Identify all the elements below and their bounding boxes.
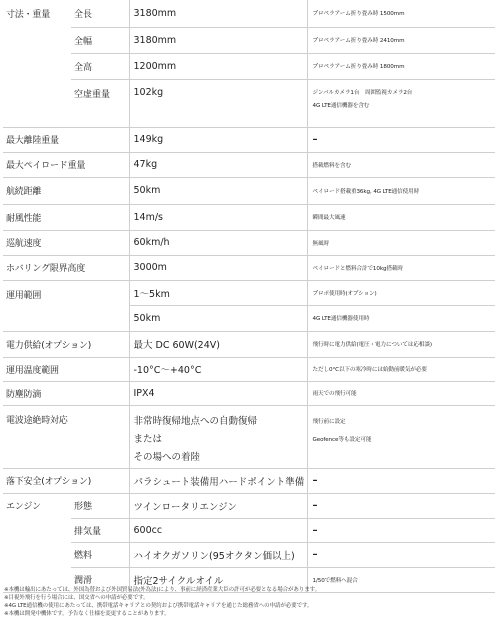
note-empty-weight-2: 4G LTE通信機器を含む	[312, 102, 370, 109]
label-power: 電力供給(オプション)	[3, 331, 129, 357]
label-range: 航続距離	[3, 177, 129, 204]
row-length	[3, 0, 495, 27]
label-speed: 巡航速度	[3, 230, 129, 255]
row-engine-type	[3, 493, 495, 518]
note-engine-displacement: –	[307, 518, 495, 542]
row-wind	[3, 204, 495, 230]
row-height	[3, 53, 495, 79]
note-range: ペイロード搭載重36kg, 4G LTE通信使用時	[307, 177, 495, 204]
value-operating-range-1: 1～5km	[129, 280, 307, 305]
label-waterproof: 防塵防滴	[3, 381, 129, 405]
note-payload: 搭載燃料を含む	[307, 152, 495, 177]
note-width: プロペラアーム折り畳み時 2410mm	[307, 27, 495, 53]
note-engine-type: –	[307, 493, 495, 518]
row-hover	[3, 255, 495, 280]
footnote-export: ※本機は輸出にあたっては、外国為替および外国貿易法(外為法)により、事前に経済産業大臣の許可が必要となる場合があります。	[4, 587, 320, 593]
row-speed	[3, 230, 495, 255]
value-operating-range-2: 50km	[129, 305, 307, 331]
note-operating-range-2: 4G LTE通信機器使用時	[307, 305, 495, 331]
value-engine-lubrication: 指定2サイクルオイル	[129, 567, 307, 592]
row-empty-weight	[3, 79, 495, 127]
value-wind: 14m/s	[129, 204, 307, 230]
row-payload	[3, 152, 495, 177]
label-wind: 耐風性能	[3, 204, 129, 230]
row-operating-range-2	[3, 305, 495, 331]
note-wind: 瞬間最大風速	[307, 204, 495, 230]
label-width: 全幅	[71, 27, 129, 53]
note-signal-loss-1: 飛行前に設定	[312, 418, 346, 425]
footnote-bvlos: ※目視外飛行を行う場合には、国交省への申請が必要です。	[4, 595, 149, 601]
label-dimensions-weight: 寸法・重量	[6, 10, 51, 20]
note-engine-fuel: –	[307, 542, 495, 567]
value-empty-weight: 102kg	[129, 79, 307, 127]
value-signal-loss-1: 非常時復帰地点への自動復帰	[133, 415, 258, 427]
value-engine-fuel: ハイオクガソリン(95オクタン価以上)	[129, 542, 307, 567]
note-signal-loss-2: Geofence等も設定可能	[312, 436, 372, 443]
value-signal-loss-2: または	[133, 433, 163, 445]
label-hover: ホバリング限界高度	[3, 255, 129, 280]
row-operating-range-1	[3, 280, 495, 305]
footnotes	[4, 586, 496, 618]
row-temperature	[3, 357, 495, 381]
value-mtow: 149kg	[129, 127, 307, 152]
spec-table	[3, 0, 495, 593]
value-signal-loss-3: その場への着陸	[133, 451, 201, 463]
value-hover: 3000m	[129, 255, 307, 280]
label-engine: エンジン	[6, 502, 41, 513]
row-range	[3, 177, 495, 204]
note-length: プロペラアーム折り畳み時 1500mm	[307, 0, 495, 27]
row-fall-safety	[3, 468, 495, 493]
label-height: 全高	[71, 53, 129, 79]
note-power: 飛行時に電力供給(電圧・電力については応相談)	[307, 331, 495, 357]
value-waterproof: IPX4	[129, 381, 307, 405]
note-engine-lubrication: 1/50で燃料へ混合	[307, 567, 495, 592]
value-speed: 60km/h	[129, 230, 307, 255]
value-engine-displacement: 600cc	[129, 518, 307, 542]
label-engine-fuel: 燃料	[71, 542, 129, 567]
note-speed: 無風時	[307, 230, 495, 255]
row-width	[3, 27, 495, 53]
footnote-lte: ※4G LTE通信機の使用にあたっては、携帯電話キャリアとの契約および携帯電話キャリアを通じた総務省への申請が必要です。	[4, 603, 313, 609]
value-temperature: -10°C～+40°C	[129, 357, 307, 381]
value-payload: 47kg	[129, 152, 307, 177]
row-signal-loss	[3, 405, 495, 468]
label-empty-weight: 空虚重量	[71, 79, 129, 127]
note-fall-safety: –	[307, 468, 495, 493]
row-mtow	[3, 127, 495, 152]
row-engine-fuel	[3, 542, 495, 567]
note-hover: ペイロードと燃料合計で10kg搭載時	[307, 255, 495, 280]
note-empty-weight-1: ジンバルカメラ1台 周囲監視カメラ2台	[312, 89, 413, 96]
row-power	[3, 331, 495, 357]
note-operating-range-1: プロポ使用時(オプション)	[307, 280, 495, 305]
row-engine-displacement	[3, 518, 495, 542]
label-mtow: 最大離陸重量	[3, 127, 129, 152]
label-fall-safety: 落下安全(オプション)	[3, 468, 129, 493]
note-waterproof: 雨天での飛行可能	[307, 381, 495, 405]
label-engine-displacement: 排気量	[71, 518, 129, 542]
note-temperature: ただし0°C以下の寒冷時には始動前暖気が必要	[307, 357, 495, 381]
value-height: 1200mm	[129, 53, 307, 79]
value-width: 3180mm	[129, 27, 307, 53]
value-length: 3180mm	[129, 0, 307, 27]
label-signal-loss: 電波途絶時対応	[3, 405, 129, 468]
footnote-development: ※本機は開発中機体です。予告なく仕様を変更することがあります。	[4, 611, 170, 617]
value-fall-safety: パラシュート装備用ハードポイント準備	[129, 468, 307, 493]
label-temperature: 運用温度範囲	[3, 357, 129, 381]
value-engine-type: ツインロータリエンジン	[129, 493, 307, 518]
note-height: プロペラアーム折り畳み時 1800mm	[307, 53, 495, 79]
row-waterproof	[3, 381, 495, 405]
label-engine-lubrication: 潤滑	[71, 567, 129, 592]
note-mtow: –	[307, 127, 495, 152]
label-engine-type: 形態	[71, 493, 129, 518]
label-operating-range: 運用範囲	[6, 290, 42, 301]
value-range: 50km	[129, 177, 307, 204]
value-power: 最大 DC 60W(24V)	[129, 331, 307, 357]
label-payload: 最大ペイロード重量	[3, 152, 129, 177]
label-length: 全長	[71, 0, 129, 27]
